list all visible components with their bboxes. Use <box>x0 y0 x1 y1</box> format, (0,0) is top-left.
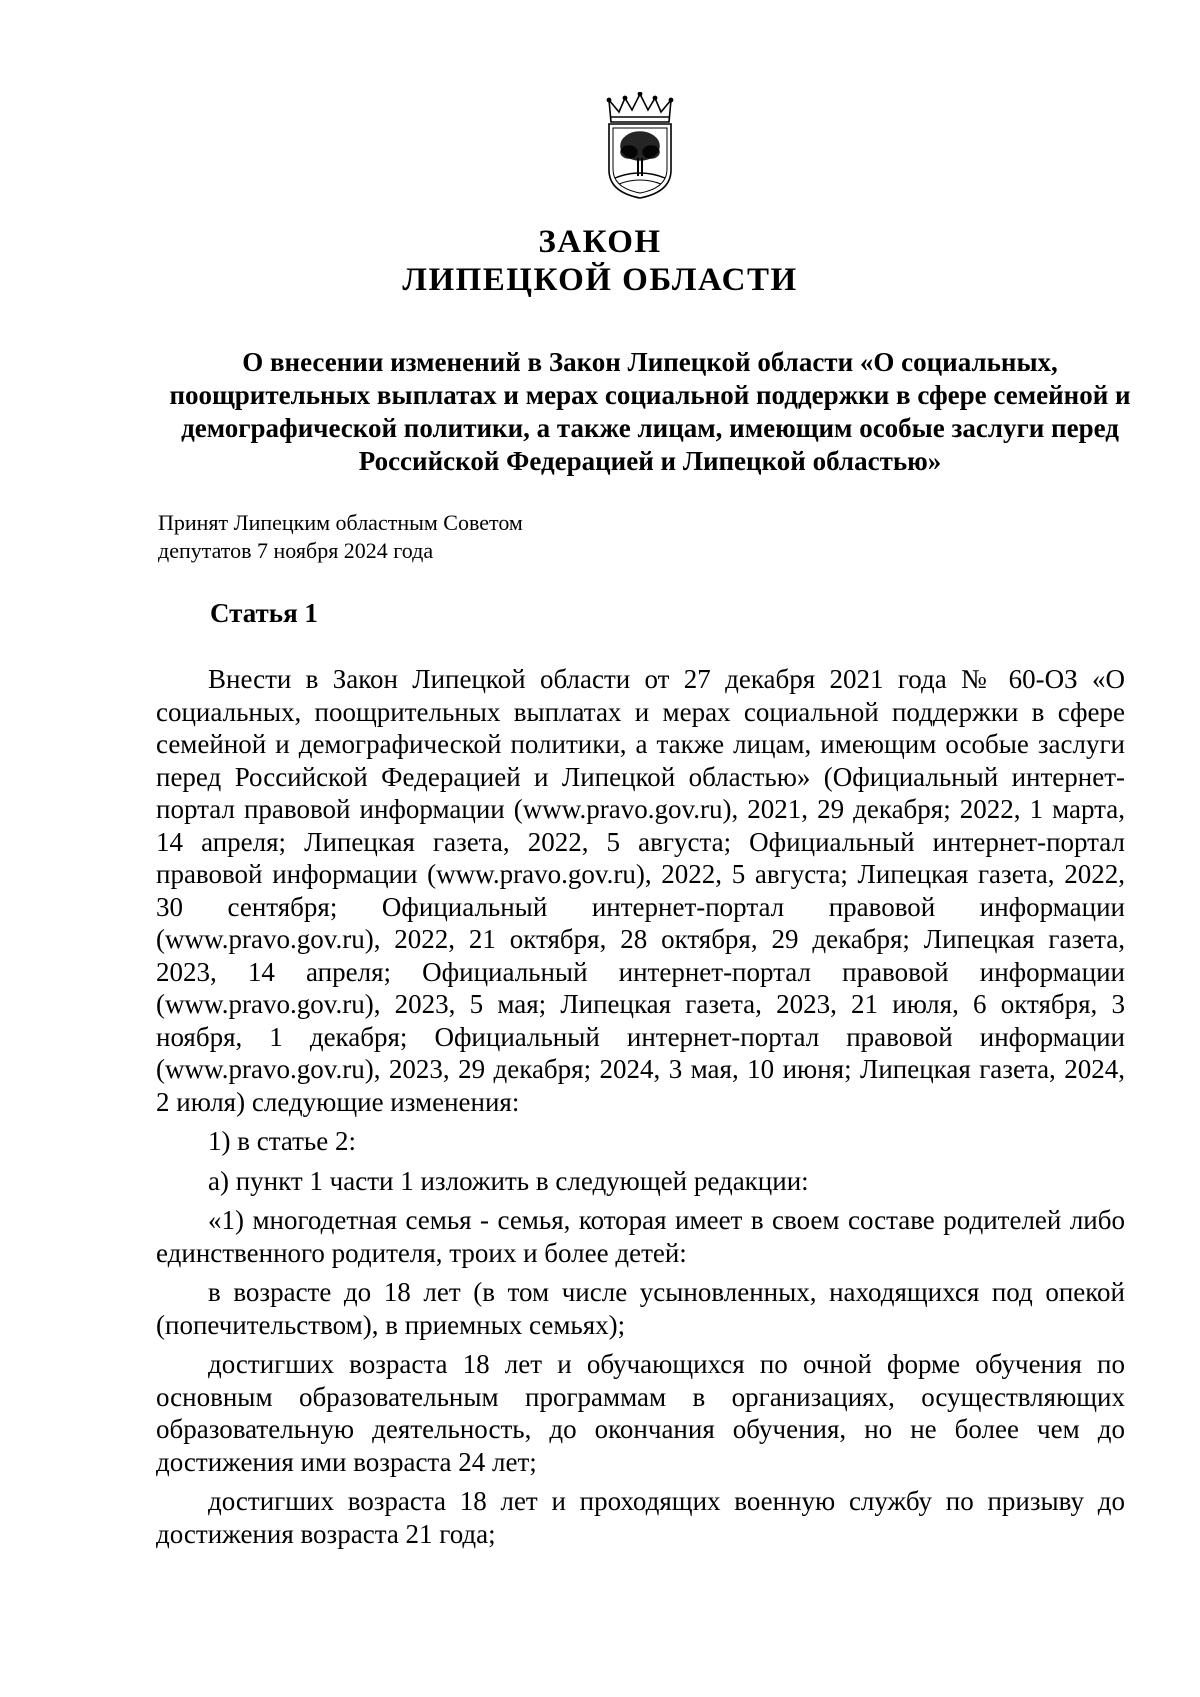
article-paragraph: Внести в Закон Липецкой области от 27 декабря 2021 года № 60-ОЗ «О социальных, поощрительных выплатах и мерах социальной поддержки в сфере семейной и демографической политики, а также лицам, имеющим особые заслуги перед Российской Федерацией и Липецкой областью» (Официальный интернет-портал правовой информации (www.pravo.gov.ru), 2021, 29 декабря; 2022, 1 марта, 14 апреля; Липецкая газета, 2022, 5 августа; Официальный интернет-портал правовой информации (www.pravo.gov.ru), 2022, 5 августа; Липецкая газета, 2022, 30 сентября; Официальный интернет-портал правовой информации (www.pravo.gov.ru), 2022, 21 октября, 28 октября, 29 декабря; Липецкая газета, 2023, 14 апреля; Официальный интернет-портал правовой информации (www.pravo.gov.ru), 2023, 5 мая; Липецкая газета, 2023, 21 июля, 6 октября, 3 ноября, 1 декабря; Официальный интернет-портал правовой информации (www.pravo.gov.ru), 2023, 29 декабря; 2024, 3 мая, 10 июня; Липецкая газета, 2024, 2 июля) следующие изменения: <box>156 664 1125 1117</box>
article-paragraph: в возрасте до 18 лет (в том числе усыновленных, находящихся под опекой (попечительством), в приемных семьях); <box>156 1277 1125 1340</box>
article-paragraph: а) пункт 1 части 1 изложить в следующей редакции: <box>208 1165 809 1196</box>
law-title-line2: ЛИПЕЦКОЙ ОБЛАСТИ <box>402 262 798 298</box>
adoption-line2: депутатов 7 ноября 2024 года <box>158 538 434 563</box>
article-paragraph: достигших возраста 18 лет и проходящих военную службу по призыву до достижения возраста 21 года; <box>156 1486 1125 1549</box>
adoption-line1: Принят Липецким областным Советом <box>158 510 523 535</box>
article-paragraph: 1) в статье 2: <box>208 1126 356 1156</box>
article-heading: Статья 1 <box>210 598 318 628</box>
law-subject: О внесении изменений в Закон Липецкой области «О социальных, поощрительных выплатах и мерах социальной поддержки в сфере семейной и демографической политики, а также лицам, имеющим особые заслуги перед Российской Федерацией и Липецкой областью» <box>169 347 1131 476</box>
article-body <box>156 663 1125 1550</box>
coat-of-arms-emblem <box>597 92 683 204</box>
article-paragraph: достигших возраста 18 лет и обучающихся по очной форме обучения по основным образовательным программам в организациях, осуществляющих образовательную деятельность, до окончания обучения, но не более чем до достижения ими возраста 24 лет; <box>156 1349 1125 1477</box>
article-paragraph: «1) многодетная семья - семья, которая имеет в своем составе родителей либо единственного родителя, троих и более детей: <box>156 1205 1125 1268</box>
adoption-note <box>158 509 523 565</box>
law-title-line1: ЗАКОН <box>538 224 662 260</box>
